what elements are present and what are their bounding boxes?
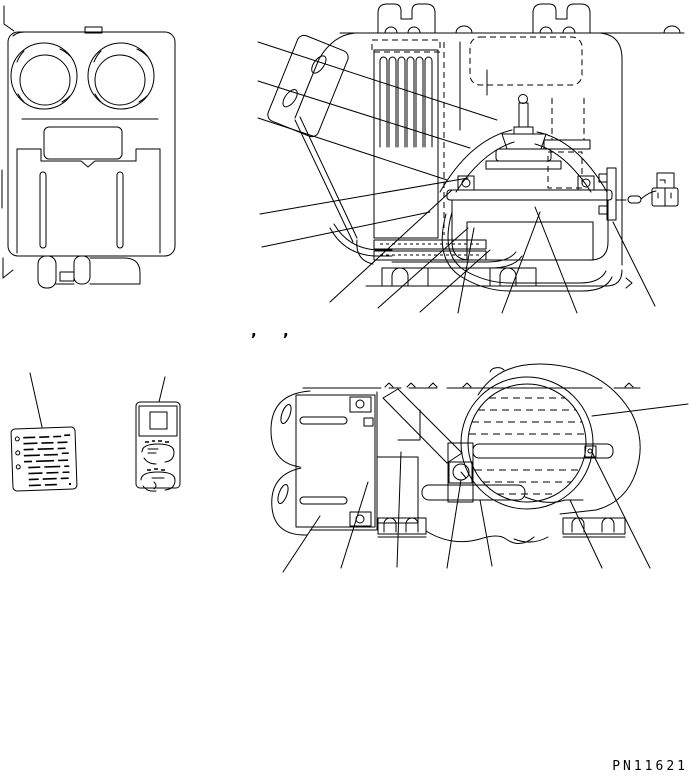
callout-separator-left: , [251, 322, 257, 340]
heater-core [372, 40, 486, 260]
right-vent [88, 43, 154, 109]
bottom-left-panel [296, 395, 375, 527]
leader-lines-top [258, 42, 655, 313]
mounting-bracket-left [378, 4, 435, 33]
blower-motor [447, 176, 612, 260]
lower-panel [17, 149, 160, 253]
caution-label-drawing [11, 373, 77, 491]
center-vent [44, 127, 122, 159]
blower-housing [461, 364, 640, 514]
drain-pipes [3, 256, 140, 288]
diagonal-duct [383, 389, 462, 463]
main-assembly-drawing [258, 4, 684, 313]
fan-switch-icon [142, 441, 174, 464]
left-vent [11, 43, 77, 109]
bottom-view-drawing [271, 364, 688, 572]
front-view-drawing [2, 6, 175, 288]
part-number: PN11621 [612, 759, 688, 774]
control-label-drawing [136, 377, 180, 491]
defroster-duct [544, 98, 590, 188]
leader-lines-bottom [283, 404, 688, 572]
switch-window-icon [150, 412, 167, 429]
label-fine-print-rows [23, 435, 72, 486]
callout-separator-right: , [283, 322, 289, 340]
bottom-pipes [422, 444, 613, 502]
fan-scroll-lobes [271, 391, 310, 535]
wiring-connector [599, 168, 678, 220]
mounting-bracket-right [533, 4, 590, 33]
